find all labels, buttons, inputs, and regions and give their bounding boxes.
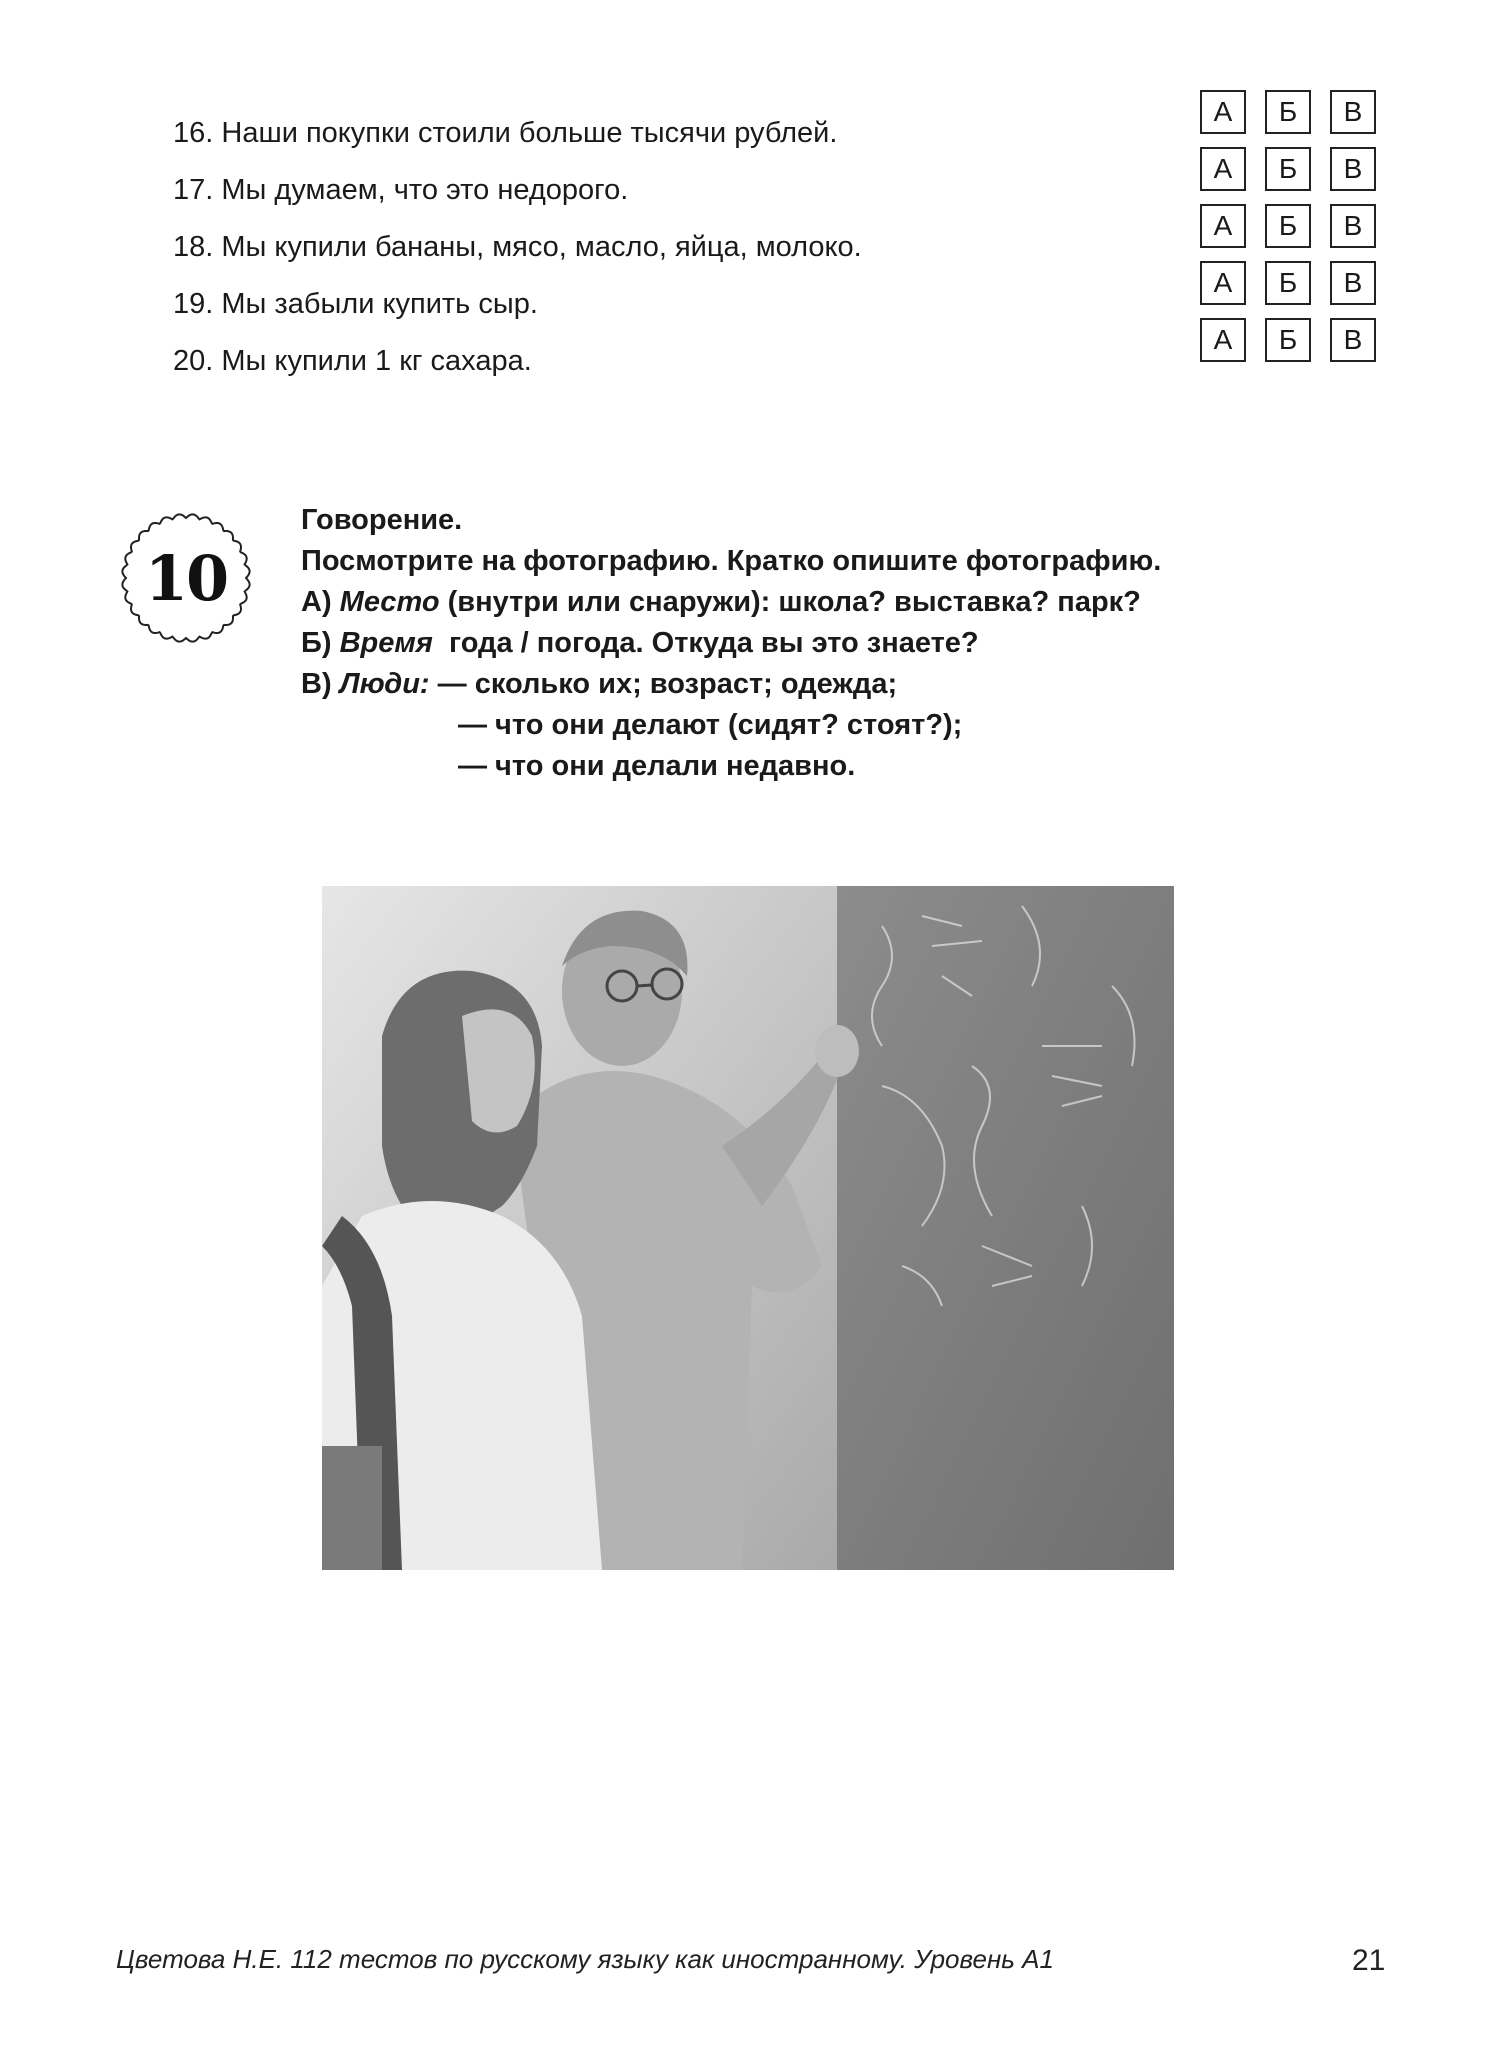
classroom-photo bbox=[322, 886, 1174, 1570]
task-instruction: Посмотрите на фотографию. Кратко опишите фотографию. bbox=[301, 545, 1162, 577]
statement-19: 19. Мы забыли купить сыр. bbox=[173, 288, 538, 320]
answer-box-b[interactable]: Б bbox=[1265, 204, 1311, 248]
answer-row-17 bbox=[1200, 147, 1395, 204]
answer-box-a[interactable]: А bbox=[1200, 204, 1246, 248]
page-number: 21 bbox=[1352, 1944, 1386, 1977]
statement-17: 17. Мы думаем, что это недорого. bbox=[173, 174, 629, 206]
task-item-c-line2: — что они делают (сидят? стоят?); bbox=[458, 709, 963, 741]
answer-row-20 bbox=[1200, 318, 1395, 375]
item-emphasis: Люди: bbox=[339, 668, 430, 700]
task-item-b bbox=[301, 623, 1161, 664]
statement-16: 16. Наши покупки стоили больше тысячи рублей. bbox=[173, 117, 838, 149]
answer-box-a[interactable]: А bbox=[1200, 261, 1246, 305]
item-text: (внутри или снаружи): школа? выставка? парк? bbox=[439, 586, 1141, 618]
item-prefix: А) bbox=[301, 586, 340, 618]
answer-box-b[interactable]: Б bbox=[1265, 318, 1311, 362]
answer-box-b[interactable]: Б bbox=[1265, 261, 1311, 305]
task-title: Говорение. bbox=[301, 504, 463, 536]
answer-box-v[interactable]: В bbox=[1330, 90, 1376, 134]
task-number-badge bbox=[116, 508, 256, 648]
answer-box-v[interactable]: В bbox=[1330, 147, 1376, 191]
item-text: года / погода. Откуда вы это знаете? bbox=[432, 627, 979, 659]
answer-row-16 bbox=[1200, 90, 1395, 147]
answer-box-v[interactable]: В bbox=[1330, 204, 1376, 248]
answer-row-18 bbox=[1200, 204, 1395, 261]
statement-20: 20. Мы купили 1 кг сахара. bbox=[173, 345, 532, 377]
task-number: 10 bbox=[144, 541, 228, 615]
item-prefix: Б) bbox=[301, 627, 340, 659]
answer-box-a[interactable]: А bbox=[1200, 318, 1246, 362]
answer-box-b[interactable]: Б bbox=[1265, 90, 1311, 134]
answer-box-v[interactable]: В bbox=[1330, 318, 1376, 362]
answer-box-v[interactable]: В bbox=[1330, 261, 1376, 305]
statements-list bbox=[173, 105, 1073, 390]
answer-box-a[interactable]: А bbox=[1200, 90, 1246, 134]
answer-box-b[interactable]: Б bbox=[1265, 147, 1311, 191]
answer-row-19 bbox=[1200, 261, 1395, 318]
statement-18: 18. Мы купили бананы, мясо, масло, яйца, молоко. bbox=[173, 231, 862, 263]
footer-citation: Цветова Н.Е. 112 тестов по русскому языку как иностранному. Уровень А1 bbox=[116, 1944, 1054, 1974]
task-instructions bbox=[301, 500, 1161, 787]
task-item-a bbox=[301, 582, 1161, 623]
task-item-c-line3: — что они делали недавно. bbox=[458, 750, 856, 782]
answer-grid bbox=[1200, 90, 1395, 375]
item-prefix: В) bbox=[301, 668, 340, 700]
item-emphasis: Место bbox=[339, 586, 440, 618]
item-emphasis: Время bbox=[339, 627, 433, 659]
item-text: — сколько их; возраст; одежда; bbox=[429, 668, 898, 700]
task-item-c bbox=[301, 664, 1161, 705]
answer-box-a[interactable]: А bbox=[1200, 147, 1246, 191]
